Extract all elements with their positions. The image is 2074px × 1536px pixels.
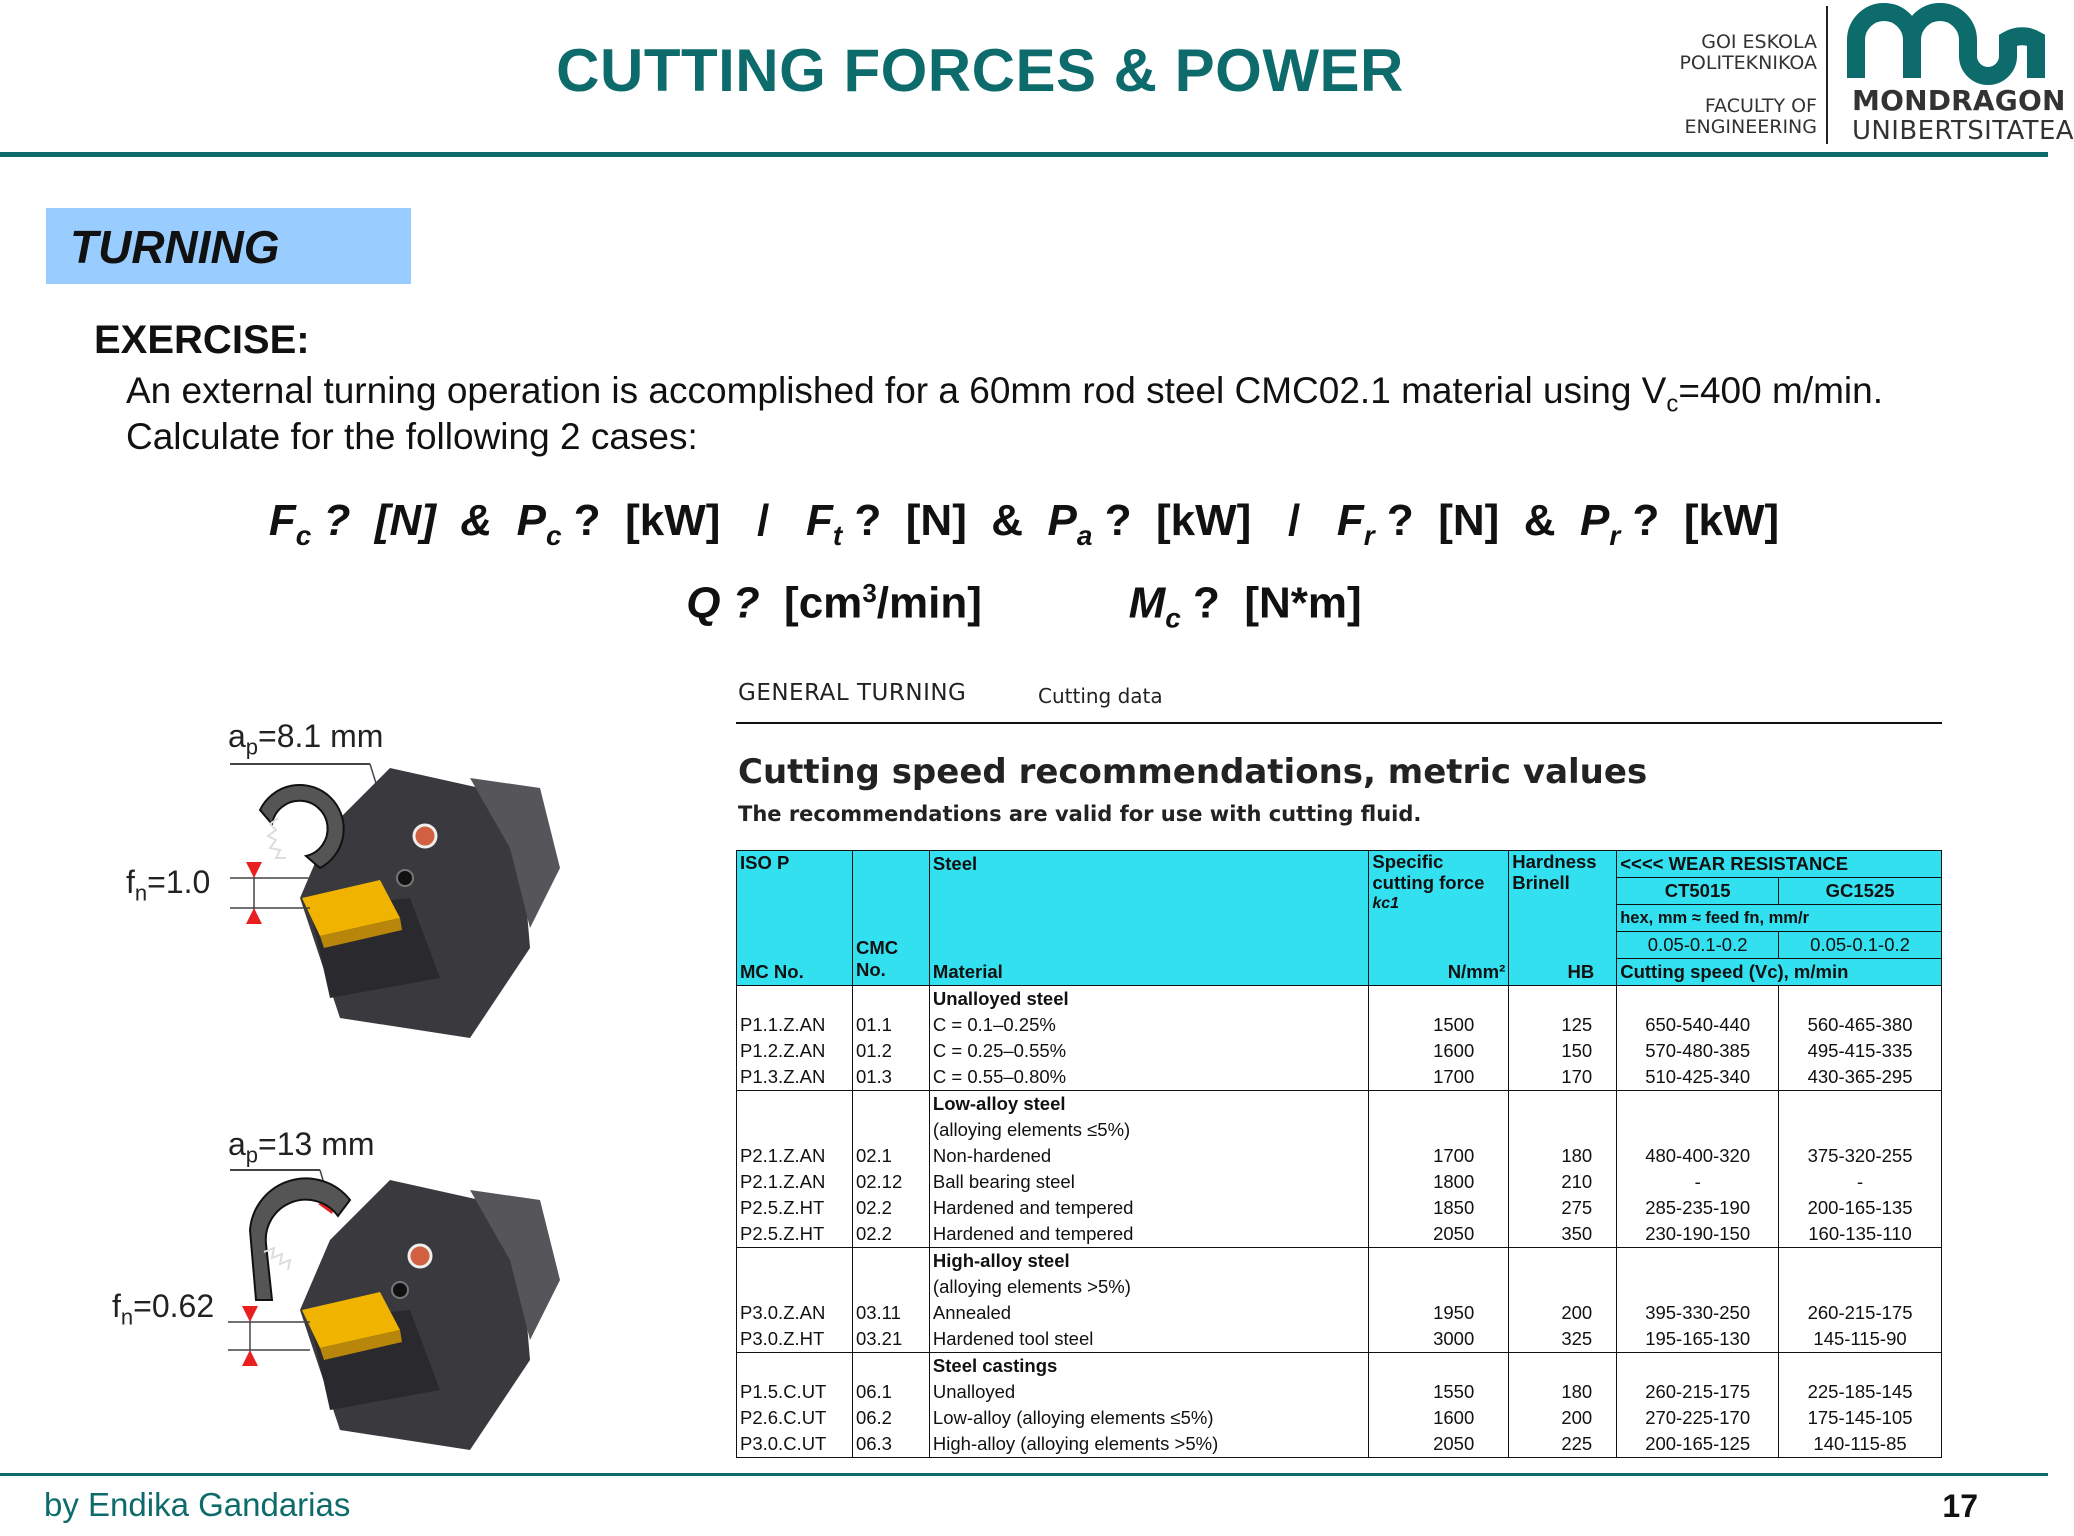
cell-material: Non-hardened — [929, 1143, 1368, 1169]
cell-mc: P3.0.Z.AN — [737, 1300, 853, 1326]
group-sub: (alloying elements ≤5%) — [929, 1117, 1368, 1143]
cell-mc — [737, 986, 853, 1013]
faculty-label — [1679, 32, 1817, 138]
eq-unit: ? [kW] / — [561, 496, 806, 545]
cell-kc: 1600 — [1369, 1405, 1509, 1431]
page-number: 17 — [1942, 1488, 1978, 1524]
cell-gc1525: 175-145-105 — [1779, 1405, 1942, 1431]
cell-kc: 1700 — [1369, 1143, 1509, 1169]
section-title: TURNING — [70, 221, 280, 273]
cell-gc — [1779, 1091, 1942, 1118]
cell-ct5015: 195-165-130 — [1617, 1326, 1779, 1353]
cell-cmc — [852, 986, 929, 1013]
label-subscript: n — [134, 880, 148, 906]
table-row — [737, 1379, 1942, 1405]
header-cell-text: ISO P — [740, 852, 790, 873]
eq-unit: ? [kW] — [1620, 496, 1780, 545]
cell-gc1525: - — [1779, 1169, 1942, 1195]
cell-hb: 210 — [1509, 1169, 1617, 1195]
cell-material: Unalloyed — [929, 1379, 1368, 1405]
eq-subscript: r — [1609, 519, 1621, 551]
label-part: f — [112, 1288, 121, 1324]
group-sub: (alloying elements >5%) — [929, 1274, 1368, 1300]
cell-kc — [1369, 1248, 1509, 1275]
exercise-subscript: c — [1666, 390, 1679, 418]
cell-kc — [1369, 1274, 1509, 1300]
cell-hb: 200 — [1509, 1300, 1617, 1326]
cell-ct5015: 270-225-170 — [1617, 1405, 1779, 1431]
cell-hb — [1509, 986, 1617, 1013]
eq-symbol: Q ? — [686, 578, 760, 628]
cell-cmc: 06.3 — [852, 1431, 929, 1458]
cell-mc: P2.1.Z.AN — [737, 1143, 853, 1169]
cell-mc: P2.5.Z.HT — [737, 1221, 853, 1248]
table-group-header — [737, 1248, 1942, 1275]
table-row — [737, 1064, 1942, 1091]
header-cell-text: Hardness — [1512, 851, 1597, 872]
logo-line: POLITEKNIKOA — [1679, 52, 1817, 74]
cell-gc1525: 145-115-90 — [1779, 1326, 1942, 1353]
header-feed-ct: 0.05-0.1-0.2 — [1617, 932, 1779, 959]
header-cell-text: kc1 — [1372, 895, 1400, 912]
label-part: =13 mm — [258, 1126, 375, 1162]
cell-material: Hardened tool steel — [929, 1326, 1368, 1353]
footer-rule — [0, 1473, 2048, 1476]
cell-ct — [1617, 1117, 1779, 1143]
header-ct5015: CT5015 — [1617, 878, 1779, 905]
exercise-text: Calculate for the following 2 cases: — [126, 416, 698, 457]
cell-cmc: 06.1 — [852, 1379, 929, 1405]
cell-gc1525: 495-415-335 — [1779, 1038, 1942, 1064]
cell-hb — [1509, 1117, 1617, 1143]
cell-mc — [737, 1117, 853, 1143]
eq-subscript: r — [1363, 519, 1375, 551]
cell-ct5015: 200-165-125 — [1617, 1431, 1779, 1458]
eq-symbol: F — [268, 496, 296, 545]
cell-material: Ball bearing steel — [929, 1169, 1368, 1195]
table-row — [737, 1300, 1942, 1326]
cell-gc — [1779, 1274, 1942, 1300]
cell-hb: 225 — [1509, 1431, 1617, 1458]
eq-unit: ? [N] & — [842, 496, 1048, 545]
cell-kc — [1369, 986, 1509, 1013]
cell-kc: 2050 — [1369, 1221, 1509, 1248]
cell-cmc: 01.1 — [852, 1012, 929, 1038]
cell-gc1525: 140-115-85 — [1779, 1431, 1942, 1458]
table-body — [737, 986, 1942, 1458]
feed-label-1 — [126, 864, 210, 906]
cell-mc — [737, 1274, 853, 1300]
cell-gc1525: 260-215-175 — [1779, 1300, 1942, 1326]
cell-cmc: 03.21 — [852, 1326, 929, 1353]
cell-ct5015: 395-330-250 — [1617, 1300, 1779, 1326]
cell-mc: P2.6.C.UT — [737, 1405, 853, 1431]
table-title: Cutting speed recommendations, metric values — [738, 752, 1648, 792]
cell-kc: 2050 — [1369, 1431, 1509, 1458]
table-note: The recommendations are valid for use with cutting fluid. — [738, 802, 1422, 826]
cell-ct — [1617, 986, 1779, 1013]
logo-divider — [1826, 6, 1828, 144]
header-mc: MC No. — [737, 959, 853, 986]
cell-hb: 170 — [1509, 1064, 1617, 1091]
eq-subscript: c — [295, 519, 312, 551]
logo-sub: UNIBERTSITATEA — [1852, 116, 2074, 146]
eq-symbol: P — [516, 496, 546, 545]
cell-hb: 150 — [1509, 1038, 1617, 1064]
header-cell-text: No. — [855, 958, 886, 980]
header-cell-text: CMC — [855, 936, 899, 958]
table-row — [737, 1012, 1942, 1038]
cell-kc: 1700 — [1369, 1064, 1509, 1091]
cell-cmc: 02.12 — [852, 1169, 929, 1195]
header-gc1525: GC1525 — [1779, 878, 1942, 905]
cell-mc: P1.5.C.UT — [737, 1379, 853, 1405]
cell-gc1525: 160-135-110 — [1779, 1221, 1942, 1248]
eq-symbol: F — [806, 496, 833, 545]
header-feed-gc: 0.05-0.1-0.2 — [1779, 932, 1942, 959]
group-name: Unalloyed steel — [929, 986, 1368, 1013]
table-row — [737, 1405, 1942, 1431]
eq-subscript: c — [545, 519, 562, 551]
cell-hb — [1509, 1091, 1617, 1118]
exercise-text — [126, 370, 1883, 418]
cell-material: High-alloy (alloying elements >5%) — [929, 1431, 1368, 1458]
cell-cmc — [852, 1091, 929, 1118]
equation-row-2 — [0, 578, 2048, 634]
cell-kc: 1950 — [1369, 1300, 1509, 1326]
header-cmc — [852, 936, 929, 986]
cell-kc: 1500 — [1369, 1012, 1509, 1038]
cell-hb — [1509, 1248, 1617, 1275]
eq-unit: /min] — [876, 578, 982, 628]
cell-cmc: 02.2 — [852, 1195, 929, 1221]
cell-cmc: 02.1 — [852, 1143, 929, 1169]
header-cell-text: Steel — [932, 853, 978, 874]
table-row — [737, 1169, 1942, 1195]
table-group-header — [737, 1274, 1942, 1300]
cell-mc: P2.1.Z.AN — [737, 1169, 853, 1195]
cell-gc1525: 375-320-255 — [1779, 1143, 1942, 1169]
header-wear: <<<< WEAR RESISTANCE — [1617, 851, 1942, 878]
header-cell-text: Brinell — [1512, 872, 1570, 893]
cell-mc — [737, 1248, 853, 1275]
label-subscript: p — [245, 1142, 259, 1168]
eq-unit: ? [N*m] — [1180, 578, 1362, 628]
eq-symbol: F — [1336, 496, 1364, 545]
eq-superscript: 3 — [862, 578, 877, 608]
cell-kc — [1369, 1117, 1509, 1143]
cutting-speed-table — [736, 850, 1942, 1458]
table-group-header — [737, 986, 1942, 1013]
cell-ct5015: 570-480-385 — [1617, 1038, 1779, 1064]
cell-kc: 1600 — [1369, 1038, 1509, 1064]
cell-cmc: 01.3 — [852, 1064, 929, 1091]
cell-ct5015: 510-425-340 — [1617, 1064, 1779, 1091]
equation-row-1 — [0, 496, 2048, 552]
logo-line: ENGINEERING — [1684, 116, 1817, 138]
page-title: CUTTING FORCES & POWER — [556, 37, 1404, 104]
feed-label-2 — [112, 1288, 214, 1330]
cell-mc: P1.3.Z.AN — [737, 1064, 853, 1091]
cell-hb: 125 — [1509, 1012, 1617, 1038]
eq-symbol: P — [1580, 496, 1610, 545]
cell-cmc — [852, 1274, 929, 1300]
turning-tool-diagram-2 — [220, 1160, 570, 1460]
cell-hb: 350 — [1509, 1221, 1617, 1248]
cell-gc — [1779, 986, 1942, 1013]
cell-gc — [1779, 1117, 1942, 1143]
cell-cmc: 02.2 — [852, 1221, 929, 1248]
cell-gc1525: 430-365-295 — [1779, 1064, 1942, 1091]
eq-symbol: M — [1128, 578, 1166, 628]
cell-hb: 275 — [1509, 1195, 1617, 1221]
cell-ct — [1617, 1353, 1779, 1380]
header-cell-text: Specific — [1372, 851, 1444, 872]
table-group-header — [737, 1091, 1942, 1118]
cell-gc — [1779, 1248, 1942, 1275]
cell-cmc: 01.2 — [852, 1038, 929, 1064]
label-subscript: p — [245, 734, 259, 760]
cell-ct — [1617, 1274, 1779, 1300]
cell-gc1525: 225-185-145 — [1779, 1379, 1942, 1405]
cell-ct5015: 480-400-320 — [1617, 1143, 1779, 1169]
table-group-header — [737, 1117, 1942, 1143]
author-credit: by Endika Gandarias — [44, 1486, 351, 1523]
turning-tool-diagram-1 — [220, 748, 570, 1048]
eq-subscript: c — [1165, 602, 1181, 634]
table-row — [737, 1221, 1942, 1248]
logo-name: MONDRAGON — [1852, 84, 2066, 117]
header-unit-kc: N/mm² — [1369, 959, 1509, 986]
header-cell-text: cutting force — [1372, 872, 1485, 893]
cell-cmc: 06.2 — [852, 1405, 929, 1431]
cell-ct5015: 285-235-190 — [1617, 1195, 1779, 1221]
label-part: =0.62 — [133, 1288, 215, 1324]
label-part: =1.0 — [147, 864, 211, 900]
cell-ct5015: 230-190-150 — [1617, 1221, 1779, 1248]
group-name: High-alloy steel — [929, 1248, 1368, 1275]
cell-hb — [1509, 1353, 1617, 1380]
cell-mc: P2.5.Z.HT — [737, 1195, 853, 1221]
header-vc: Cutting speed (Vc), m/min — [1617, 959, 1942, 986]
mondragon-mark-icon — [1848, 2, 2044, 82]
cell-cmc — [852, 1117, 929, 1143]
header-material: Material — [929, 959, 1368, 986]
label-part: a — [228, 718, 246, 754]
cell-cmc: 03.11 — [852, 1300, 929, 1326]
label-part: =8.1 mm — [258, 718, 384, 754]
header-feed: hex, mm ≈ feed fn, mm/r — [1617, 905, 1942, 932]
table-row — [737, 1326, 1942, 1353]
table-header — [737, 851, 1942, 986]
header-rule — [0, 152, 2048, 157]
cell-material: C = 0.1–0.25% — [929, 1012, 1368, 1038]
mondragon-logo — [1840, 2, 2074, 152]
header-kc — [1369, 851, 1509, 959]
logo-line: FACULTY OF — [1704, 95, 1817, 117]
cell-ct5015: - — [1617, 1169, 1779, 1195]
eq-subscript: a — [1076, 519, 1093, 551]
cell-material: C = 0.55–0.80% — [929, 1064, 1368, 1091]
header-iso — [737, 851, 853, 959]
eq-unit: ? [N] & — [311, 496, 517, 545]
catalog-rule — [736, 722, 1942, 724]
cell-mc: P3.0.C.UT — [737, 1431, 853, 1458]
cell-gc1525: 200-165-135 — [1779, 1195, 1942, 1221]
cell-hb — [1509, 1274, 1617, 1300]
cell-material: C = 0.25–0.55% — [929, 1038, 1368, 1064]
header-steel — [929, 851, 1368, 959]
label-subscript: n — [120, 1304, 134, 1330]
cell-mc: P1.2.Z.AN — [737, 1038, 853, 1064]
table-row — [737, 1038, 1942, 1064]
cell-material: Hardened and tempered — [929, 1195, 1368, 1221]
label-part: f — [126, 864, 135, 900]
cell-mc: P3.0.Z.HT — [737, 1326, 853, 1353]
group-name: Steel castings — [929, 1353, 1368, 1380]
cell-hb: 325 — [1509, 1326, 1617, 1353]
table-row — [737, 1431, 1942, 1458]
cell-hb: 180 — [1509, 1379, 1617, 1405]
cell-hb: 200 — [1509, 1405, 1617, 1431]
table-group-header — [737, 1353, 1942, 1380]
cell-gc1525: 560-465-380 — [1779, 1012, 1942, 1038]
cell-cmc — [852, 1248, 929, 1275]
label-part: a — [228, 1126, 246, 1162]
catalog-section-head: GENERAL TURNING — [738, 680, 967, 706]
cell-kc: 1550 — [1369, 1379, 1509, 1405]
eq-unit: [cm — [759, 578, 863, 628]
cell-mc — [737, 1091, 853, 1118]
cell-kc — [1369, 1091, 1509, 1118]
header-unit-hb: HB — [1509, 959, 1617, 986]
eq-symbol: P — [1047, 496, 1077, 545]
cell-material: Annealed — [929, 1300, 1368, 1326]
header-hardness — [1509, 851, 1617, 959]
cell-kc — [1369, 1353, 1509, 1380]
cell-material: Low-alloy (alloying elements ≤5%) — [929, 1405, 1368, 1431]
cell-mc — [737, 1353, 853, 1380]
section-label — [46, 208, 411, 284]
group-name: Low-alloy steel — [929, 1091, 1368, 1118]
cell-ct5015: 650-540-440 — [1617, 1012, 1779, 1038]
cell-ct — [1617, 1091, 1779, 1118]
cell-hb: 180 — [1509, 1143, 1617, 1169]
exercise-label: EXERCISE: — [94, 318, 310, 362]
cell-mc: P1.1.Z.AN — [737, 1012, 853, 1038]
exercise-text-part: An external turning operation is accomplished for a 60mm rod steel CMC02.1 material using V — [126, 370, 1667, 411]
cell-kc: 1850 — [1369, 1195, 1509, 1221]
table-row — [737, 1143, 1942, 1169]
logo-line: GOI ESKOLA — [1701, 31, 1817, 53]
eq-unit: ? [kW] / — [1092, 496, 1337, 545]
cell-cmc — [852, 1353, 929, 1380]
eq-subscript: t — [832, 519, 843, 551]
catalog-section-sub: Cutting data — [1038, 684, 1163, 708]
cell-ct5015: 260-215-175 — [1617, 1379, 1779, 1405]
eq-unit: ? [N] & — [1374, 496, 1581, 545]
table-row — [737, 1195, 1942, 1221]
cell-kc: 3000 — [1369, 1326, 1509, 1353]
cell-ct — [1617, 1248, 1779, 1275]
cell-material: Hardened and tempered — [929, 1221, 1368, 1248]
cell-gc — [1779, 1353, 1942, 1380]
cell-kc: 1800 — [1369, 1169, 1509, 1195]
exercise-text-part: =400 m/min. — [1678, 370, 1883, 411]
